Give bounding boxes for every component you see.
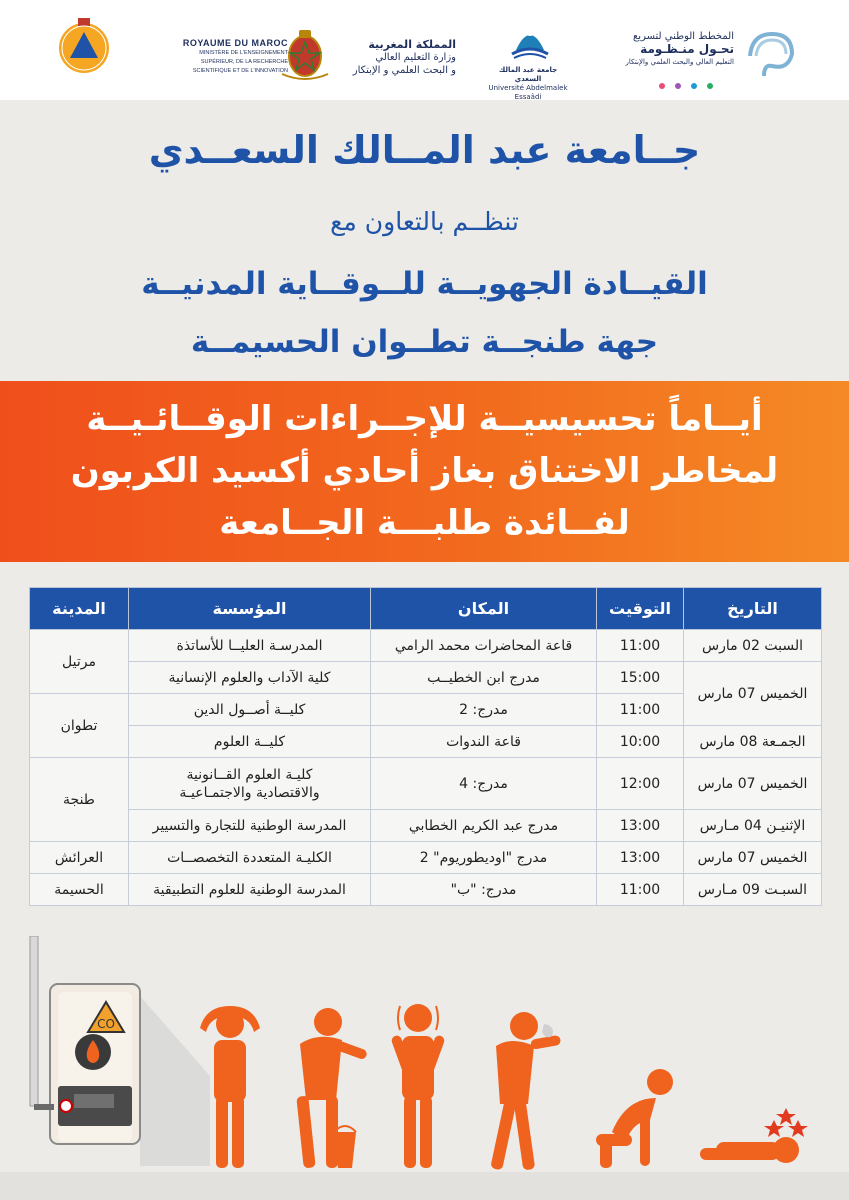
cell-institution: كليـة العلوم القــانونية والاقتصادية والاجتمـاعيـة [129, 758, 371, 810]
cell-date: الخميس 07 مارس [684, 758, 822, 810]
svg-text:CO: CO [97, 1017, 115, 1031]
cell-institution: المدرسة الوطنية للعلوم التطبيقية [129, 874, 371, 906]
table-row [30, 810, 822, 842]
cell-date: الإثنيـن 04 مـارس [684, 810, 822, 842]
cell-time: 13:00 [597, 810, 684, 842]
cell-time: 10:00 [597, 726, 684, 758]
nausea-figure-icon [296, 1008, 368, 1168]
cell-time: 13:00 [597, 842, 684, 874]
cell-institution: المدرسة الوطنية للتجارة والتسيير [129, 810, 371, 842]
gas-boiler-icon [34, 984, 210, 1166]
organizes-with-subtitle: تنظــم بالتعاون مع [330, 207, 519, 236]
header-city: المدينة [30, 588, 129, 630]
header-bar [0, 0, 849, 100]
cell-date: السبـت 09 مـارس [684, 874, 822, 906]
cell-place: مدرج عبد الكريم الخطابي [371, 810, 597, 842]
table-row [30, 874, 822, 906]
cell-institution: كلية الآداب والعلوم الإنسانية [129, 662, 371, 694]
cell-place: قاعة المحاضرات محمد الرامي [371, 630, 597, 662]
table-row [30, 842, 822, 874]
cell-time: 11:00 [597, 874, 684, 906]
national-plan-text: المخطط الوطني لتسريع تحـول منـظـومة التعليم العالي والبحث العلمي والإبتكار [625, 31, 734, 66]
cell-date: الجمـعة 08 مارس [684, 726, 822, 758]
collapse-figure-icon [596, 1069, 673, 1168]
cell-place: مدرج: 2 [371, 694, 597, 726]
moroccan-crest-icon [276, 26, 334, 84]
header-place: المكان [371, 588, 597, 630]
university-name: جامعة عبد المالك السعدي Université Abdelmalek Essaâdi [488, 66, 568, 101]
national-plan-logo-icon [742, 26, 798, 82]
cell-institution: كليــة أصــول الدين [129, 694, 371, 726]
university-title: جــامعة عبد المــالك السعــدي [148, 128, 701, 172]
kingdom-arabic-text: المملكة المغربية وزارة التعليم العالي و البحث العلمي و الإبتكار [352, 38, 456, 76]
cell-time: 12:00 [597, 758, 684, 810]
cell-institution: الكليـة المتعددة التخصصــات [129, 842, 371, 874]
table-row [30, 662, 822, 694]
cell-time: 11:00 [597, 630, 684, 662]
table-row [30, 758, 822, 810]
cell-date: السبت 02 مارس [684, 630, 822, 662]
cell-place: مدرج "اوديطوريوم" 2 [371, 842, 597, 874]
cell-date: الخميس 07 مارس [684, 842, 822, 874]
cell-time: 15:00 [597, 662, 684, 694]
cell-date: الخميس 07 مارس [684, 662, 822, 726]
cell-city: تطوان [30, 694, 129, 758]
banner-line-3: لفــائدة طلبـــة الجــامعة [219, 503, 630, 543]
header-date: التاريخ [684, 588, 822, 630]
cell-city: العرائش [30, 842, 129, 874]
table-row [30, 630, 822, 662]
civil-protection-command-title: القيــادة الجهويــة للــوقــاية المدنيــة [141, 266, 708, 302]
cell-institution: كليــة العلوم [129, 726, 371, 758]
cell-place: قاعة الندوات [371, 726, 597, 758]
cell-place: مدرج: "ب" [371, 874, 597, 906]
awareness-banner [0, 381, 849, 562]
symptoms-illustration [0, 936, 849, 1200]
cell-place: مدرج: 4 [371, 758, 597, 810]
cell-city: الحسيمة [30, 874, 129, 906]
table-header-row [30, 588, 822, 630]
unconscious-figure-icon [700, 1108, 808, 1163]
header-institution: المؤسسة [129, 588, 371, 630]
banner-line-1: أيــاماً تحسيسيــة للإجــراءات الوقــائـيــة [86, 399, 763, 439]
cell-institution: المدرسـة العليــا للأساتذة [129, 630, 371, 662]
gas-pipe-icon [30, 936, 38, 1106]
floor [0, 1172, 849, 1200]
plan-dots-icon [656, 82, 726, 90]
cell-place: مدرج ابن الخطيــب [371, 662, 597, 694]
kingdom-french-text: ROYAUME DU MAROC MINISTÈRE DE L'ENSEIGNEMENT SUPÉRIEUR, DE LA RECHERCHE SCIENTIFIQUE ET DE L'INNOVATION [168, 38, 288, 75]
university-logo-icon [506, 14, 554, 62]
kingdom-name-fr: ROYAUME DU MAROC [182, 38, 288, 48]
table-row [30, 726, 822, 758]
civil-protection-logo-icon [52, 14, 116, 78]
region-title: جهة طنجــة تطــوان الحسيمــة [190, 324, 659, 360]
header-time: التوقيت [597, 588, 684, 630]
schedule-table [29, 587, 822, 906]
banner-line-2: لمخاطر الاختناق بغاز أحادي أكسيد الكربون [70, 451, 779, 491]
cough-figure-icon [490, 1012, 561, 1170]
cell-city: مرتيل [30, 630, 129, 694]
dizziness-figure-icon [390, 1004, 445, 1168]
cell-city: طنجة [30, 758, 129, 842]
cell-time: 11:00 [597, 694, 684, 726]
